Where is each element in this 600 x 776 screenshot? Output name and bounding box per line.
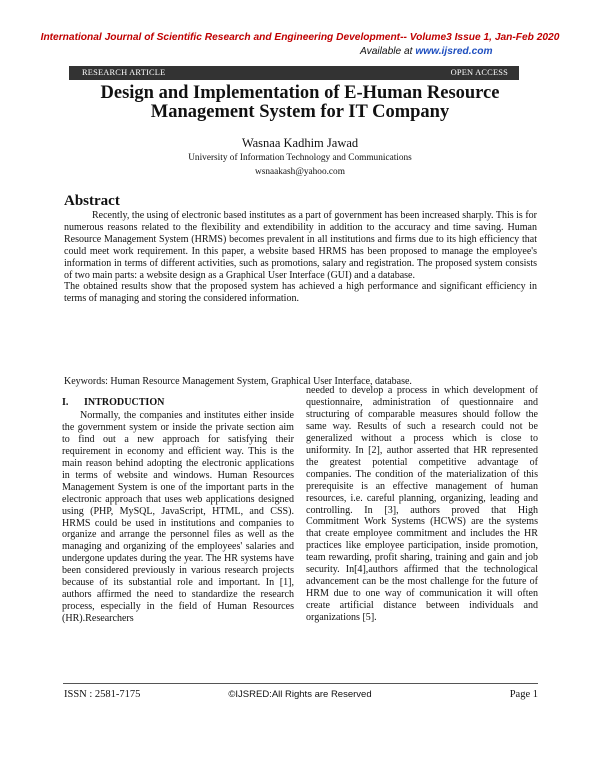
abstract-body xyxy=(64,210,537,305)
footer-issn: ISSN : 2581-7175 xyxy=(64,689,141,700)
footer-page-number: Page 1 xyxy=(509,689,538,700)
left-column xyxy=(62,397,294,625)
author-affiliation: University of Information Technology and Communications xyxy=(188,153,412,163)
section-number: I. xyxy=(62,397,69,408)
article-banner xyxy=(69,66,519,80)
right-column xyxy=(306,385,538,624)
introduction-paragraph-left: Normally, the companies and institutes either inside the government system or inside the private section aim to find out a new approach for satisfying their requirement in economy and efficient way. This is the main reason behind adopting the electronic applications in terms of website and windows. Human Resources Management System is one of the important parts in the electronic approach that uses web applications designed using (PHP, MySQL, JavaScript, HTML, and CSS). HRMS could be used in institutions and companies to organize and arrange the personnel files as well as the managing and organizing of the employees' salaries and undergone updates during the year. The HR systems have been considered previously in various research projects because of its substantial role and important. In [1], authors affirmed the need to standardize the research process, especially in the field of Human Resources (HR).Researchers xyxy=(62,409,294,625)
introduction-paragraph-right: needed to develop a process in which development of questionnaire, administration of questionnaire and structuring of comparable measures should follow the same way. Results of such a research could not be generalized without a process which is close to uniformity. In [2], author asserted that HR represented the greatest potential competitive advantage of companies. The condition of the materialization of this prerequisite is an effective management of human resources, i.e. careful planning, organizing, leading and controlling. In [3], authors proved that High Commitment Work Systems (HCWS) are the systems that create employee commitment and includes the HR practices like employee participation, inside promotion, team rewarding, profit sharing, training and gain and job security. In[4],authors affirmed that the technological advancement can be the most challenge for the future of HRM due to one way of communication it will often create artificial distance between individuals and organizations [5]. xyxy=(306,385,538,624)
author-name: Wasnaa Kadhim Jawad xyxy=(241,136,359,150)
footer-rights: ©IJSRED:All Rights are Reserved xyxy=(228,689,372,700)
article-type-label: RESEARCH ARTICLE xyxy=(82,68,166,77)
author-email[interactable]: wsnaakash@yahoo.com xyxy=(255,167,345,177)
open-access-label: OPEN ACCESS xyxy=(450,68,508,77)
journal-header: International Journal of Scientific Research and Engineering Development-- Volume3 Issue 1, Jan-Feb 2020 xyxy=(40,32,560,43)
availability-line xyxy=(360,46,493,57)
section-heading-introduction xyxy=(62,397,294,409)
available-prefix: Available at xyxy=(360,46,416,57)
abstract-paragraph-1: Recently, the using of electronic based institutes as a part of government has been increased sharply. This is for numerous reasons related to the flexibility and extendibility in addition to the accuracy and time saving. Human Resource Management System (HRMS) becomes prevalent in all institutions and firms due to its high efficiency that could meet work requirement. In this paper, a website based HRMS has been proposed to manage the employee's information in terms of different activities, such as promotions, salary and registration. The proposed system consists of two main parts: a website design as a Graphical User Interface (GUI) and a database. xyxy=(64,210,537,281)
keywords: Keywords: Human Resource Management System, Graphical User Interface, database. xyxy=(64,376,412,387)
section-title: INTRODUCTION xyxy=(84,397,165,408)
journal-website-link[interactable]: www.ijsred.com xyxy=(415,46,493,57)
footer-divider xyxy=(63,683,538,684)
abstract-paragraph-2: The obtained results show that the proposed system has achieved a high performance and significant efficiency in terms of managing and storing the considered information. xyxy=(64,281,537,305)
abstract-heading: Abstract xyxy=(64,193,120,209)
paper-title: Design and Implementation of E-Human Resource Management System for IT Company xyxy=(100,83,500,122)
